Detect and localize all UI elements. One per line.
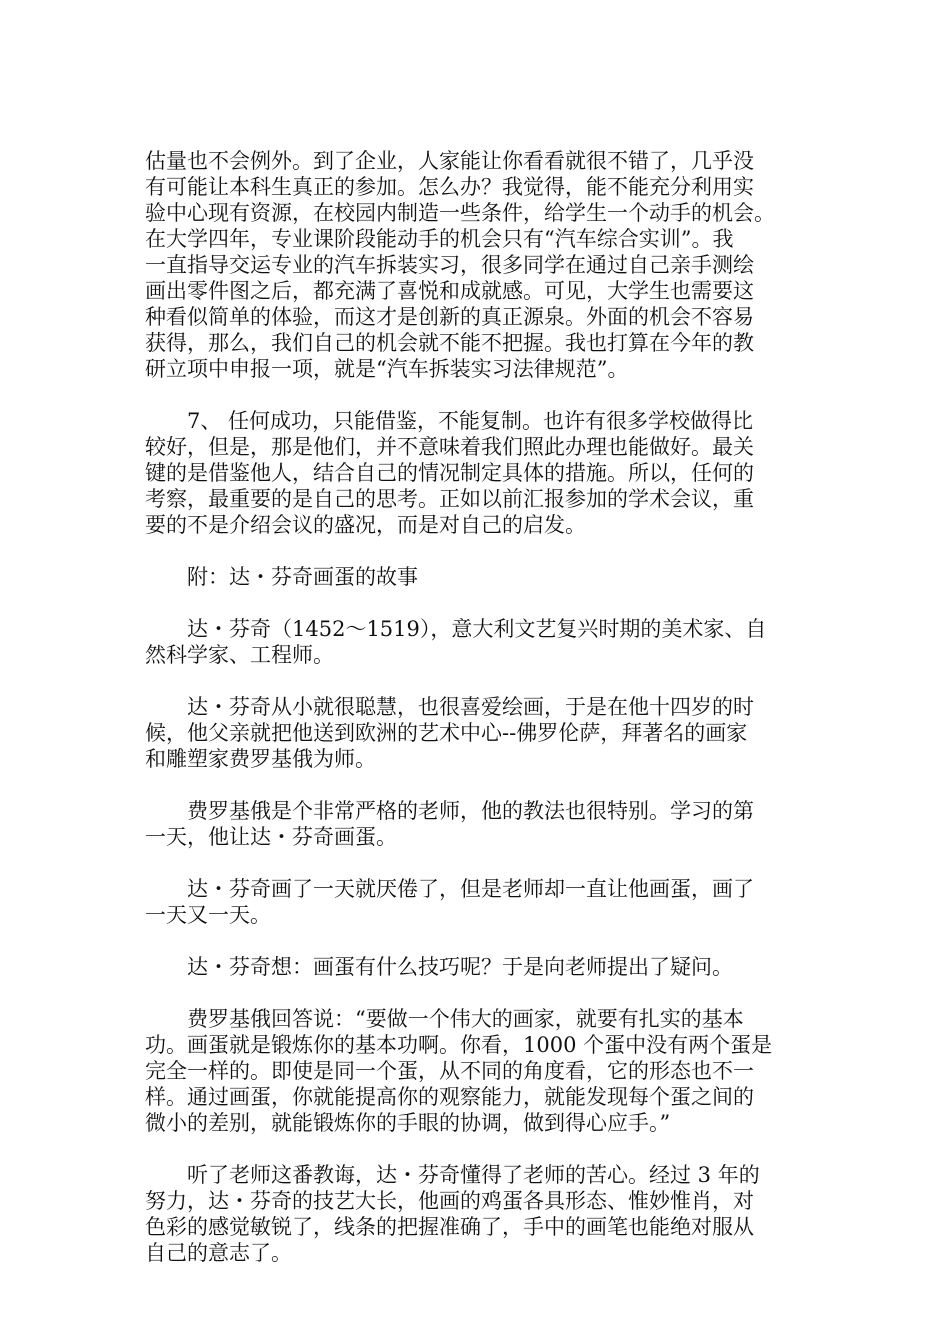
text-line: 估量也不会例外。到了企业，人家能让你看看就很不错了，几乎没 [145, 149, 754, 173]
text-line: 样。通过画蛋，你就能提高你的观察能力，就能发现每个蛋之间的 [145, 1085, 754, 1109]
text-line: 种看似简单的体验，而这才是创新的真正源泉。外面的机会不容易 [145, 305, 754, 329]
text-line: 较好，但是，那是他们，并不意味着我们照此办理也能做好。最关 [145, 435, 754, 459]
text-line: 考察，最重要的是自己的思考。正如以前汇报参加的学术会议，重 [145, 487, 754, 511]
paragraph-davinci-intro [145, 616, 810, 668]
document-body [145, 148, 810, 1292]
text-line: 功。画蛋就是锻炼你的基本功啊。你看，1000 个蛋中没有两个蛋是 [145, 1033, 773, 1057]
text-line: 达・芬奇想：画蛋有什么技巧呢？于是向老师提出了疑问。 [145, 955, 733, 979]
text-line: 一直指导交运专业的汽车拆装实习，很多同学在通过自己亲手测绘 [145, 253, 754, 277]
text-line: 费罗基俄是个非常严格的老师，他的教法也很特别。学习的第 [145, 799, 754, 823]
text-line: 费罗基俄回答说：“要做一个伟大的画家，就要有扎实的基本 [145, 1007, 744, 1031]
paragraph-teacher [145, 798, 810, 850]
paragraph-bored [145, 876, 810, 928]
text-line: 一天又一天。 [145, 903, 271, 927]
text-line: 7、 任何成功，只能借鉴，不能复制。也许有很多学校做得比 [145, 409, 754, 433]
text-line: 达・芬奇画了一天就厌倦了，但是老师却一直让他画蛋，画了 [145, 877, 754, 901]
text-line: 自己的意志了。 [145, 1241, 292, 1265]
text-line: 和雕塑家费罗基俄为师。 [145, 747, 376, 771]
text-line: 然科学家、工程师。 [145, 643, 334, 667]
text-line: 获得，那么，我们自己的机会就不能不把握。我也打算在今年的教 [145, 331, 754, 355]
text-line: 候，他父亲就把他送到欧洲的艺术中心--佛罗伦萨，拜著名的画家 [145, 721, 748, 745]
paragraph-conclusion [145, 1162, 810, 1266]
text-line: 达・芬奇从小就很聪慧，也很喜爱绘画，于是在他十四岁的时 [145, 695, 754, 719]
paragraph-question [145, 954, 810, 980]
text-line: 达・芬奇（1452～1519），意大利文艺复兴时期的美术家、自 [145, 617, 767, 641]
text-line: 研立项中申报一项，就是“汽车拆装实习法律规范”。 [145, 357, 629, 381]
paragraph-davinci-childhood [145, 694, 810, 772]
text-line: 色彩的感觉敏锐了，线条的把握准确了，手中的画笔也能绝对服从 [145, 1215, 754, 1239]
paragraph-lab-resources [145, 148, 810, 382]
text-line: 画出零件图之后，都充满了喜悦和成就感。可见，大学生也需要这 [145, 279, 754, 303]
text-line: 附：达・芬奇画蛋的故事 [145, 565, 418, 589]
text-line: 完全一样的。即使是同一个蛋，从不同的角度看，它的形态也不一 [145, 1059, 754, 1083]
text-line: 有可能让本科生真正的参加。怎么办？我觉得，能不能充分利用实 [145, 175, 754, 199]
appendix-heading [145, 564, 810, 590]
text-line: 在大学四年，专业课阶段能动手的机会只有“汽车综合实训”。我 [145, 227, 734, 251]
paragraph-point-7 [145, 408, 810, 538]
paragraph-answer [145, 1006, 810, 1136]
text-line: 验中心现有资源，在校园内制造一些条件，给学生一个动手的机会。 [145, 201, 775, 225]
text-line: 听了老师这番教诲，达・芬奇懂得了老师的苦心。经过 3 年的 [145, 1163, 760, 1187]
text-line: 要的不是介绍会议的盛况，而是对自己的启发。 [145, 513, 586, 537]
text-line: 微小的差别，就能锻炼你的手眼的协调，做到得心应手。” [145, 1111, 671, 1135]
text-line: 努力，达・芬奇的技艺大长，他画的鸡蛋各具形态、惟妙惟肖，对 [145, 1189, 754, 1213]
text-line: 一天，他让达・芬奇画蛋。 [145, 825, 397, 849]
text-line: 键的是借鉴他人，结合自己的情况制定具体的措施。所以，任何的 [145, 461, 754, 485]
